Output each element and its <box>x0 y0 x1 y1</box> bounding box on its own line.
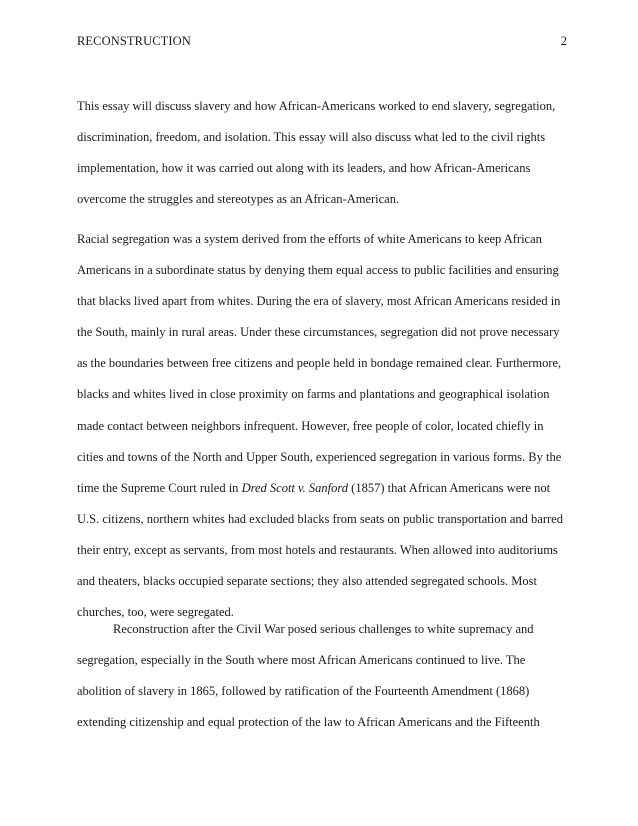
text-line: their entry, except as servants, from most hotels and restaurants. When allowed into auditoriums <box>77 542 558 557</box>
text-line: churches, too, were segregated. <box>77 605 234 620</box>
text-line: the South, mainly in rural areas. Under these circumstances, segregation did not prove necessary <box>77 325 560 340</box>
running-head: RECONSTRUCTION <box>77 34 191 48</box>
text-line: that blacks lived apart from whites. During the era of slavery, most African Americans resided in <box>77 294 561 309</box>
text-line: and theaters, blacks occupied separate sections; they also attended segregated schools. Most <box>77 574 537 589</box>
text-line: cities and towns of the North and Upper South, experienced segregation in various forms. By the <box>77 449 562 464</box>
text-line <box>77 473 571 504</box>
text-line: as the boundaries between free citizens and people held in bondage remained clear. Furthermore, <box>77 356 562 371</box>
text-line: implementation, how it was carried out along with its leaders, and how African-Americans <box>77 161 531 176</box>
text-line: Reconstruction after the Civil War posed serious challenges to white supremacy and <box>113 622 534 636</box>
text-line: segregation, especially in the South where most African Americans continued to live. The <box>77 653 526 668</box>
text-line: blacks and whites lived in close proximity on farms and plantations and geographical isolation <box>77 387 550 402</box>
text-span: time the Supreme Court ruled in <box>77 480 242 495</box>
text-line: made contact between neighbors infrequent. However, free people of color, located chiefly in <box>77 418 544 433</box>
text-line: abolition of slavery in 1865, followed by ratification of the Fourteenth Amendment (1868) <box>77 684 530 699</box>
paragraph-reconstruction <box>77 614 571 738</box>
case-name: Dred Scott v. Sanford <box>241 480 349 495</box>
text-line: This essay will discuss slavery and how African-Americans worked to end slavery, segregation, <box>77 99 556 113</box>
text-line: discrimination, freedom, and isolation. This essay will also discuss what led to the civil rights <box>77 130 546 145</box>
page-number: 2 <box>560 34 567 48</box>
text-line: Racial segregation was a system derived from the efforts of white Americans to keep African <box>77 232 542 246</box>
paragraph-intro <box>77 91 571 215</box>
text-span: (1857) that African Americans were not <box>348 480 551 495</box>
text-line: Americans in a subordinate status by denying them equal access to public facilities and ensuring <box>77 263 559 278</box>
text-line: extending citizenship and equal protection of the law to African Americans and the Fifteenth <box>77 715 540 730</box>
text-line: U.S. citizens, northern whites had excluded blacks from seats on public transportation and barred <box>77 511 563 526</box>
paragraph-segregation <box>77 224 571 628</box>
text-line: overcome the struggles and stereotypes as an African-American. <box>77 192 400 207</box>
